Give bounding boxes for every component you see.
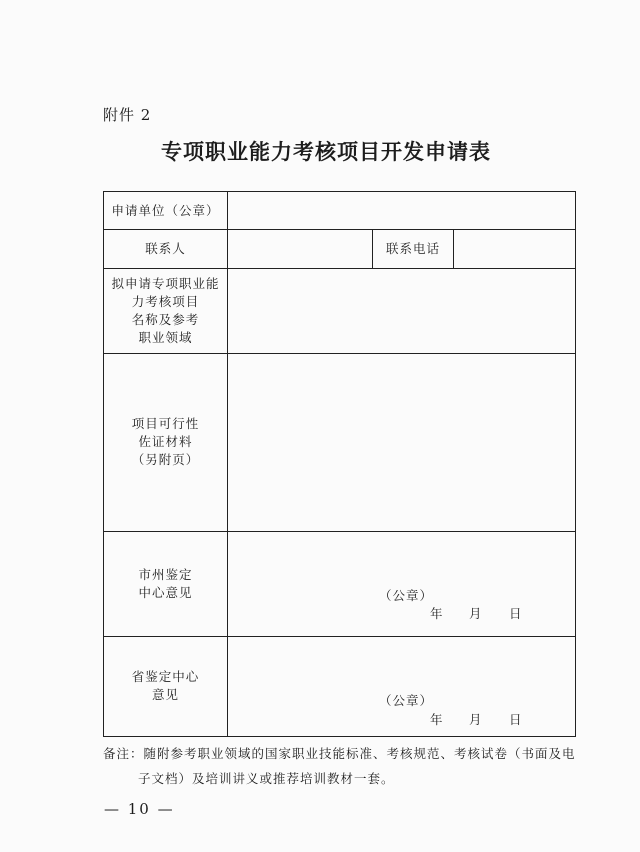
city-date-day: 日 <box>509 606 522 621</box>
attachment-label: 附件 2 <box>103 106 152 124</box>
remarks-line-1: 备注：随附参考职业领域的国家职业技能标准、考核规范、考核试卷（书面及电 <box>103 746 576 761</box>
province-opinion-field[interactable] <box>228 636 575 736</box>
province-date-year: 年 <box>430 712 443 727</box>
province-date-day: 日 <box>509 712 522 727</box>
applicant-unit-label: 申请单位（公章） <box>111 202 220 218</box>
contact-phone-label: 联系电话 <box>385 240 440 256</box>
form-title: 专项职业能力考核项目开发申请表 <box>161 139 491 164</box>
province-date-month: 月 <box>469 712 482 727</box>
contact-person-label: 联系人 <box>145 240 186 256</box>
feasibility-label: 项目可行性 佐证材料 （另附页） <box>131 416 200 467</box>
remarks-note <box>103 741 583 791</box>
city-date-month: 月 <box>469 606 482 621</box>
city-date-year: 年 <box>430 606 443 621</box>
project-name-label: 拟申请专项职业能 力考核项目 名称及参考 职业领域 <box>111 275 220 345</box>
province-seal-label: （公章） <box>379 693 434 708</box>
city-opinion-field[interactable] <box>228 531 575 636</box>
applicant-unit-field[interactable] <box>228 192 575 229</box>
application-form-table <box>103 191 576 737</box>
contact-person-field[interactable] <box>228 229 372 268</box>
page-number: — 10 — <box>104 800 175 818</box>
feasibility-field[interactable] <box>228 353 575 531</box>
city-opinion-label: 市州鉴定 中心意见 <box>138 566 193 600</box>
contact-phone-field[interactable] <box>454 229 575 268</box>
province-opinion-label: 省鉴定中心 意见 <box>131 669 200 702</box>
project-name-field[interactable] <box>228 268 575 353</box>
remarks-line-2: 子文档）及培训讲义或推荐培训教材一套。 <box>138 771 395 786</box>
city-seal-label: （公章） <box>379 588 434 603</box>
